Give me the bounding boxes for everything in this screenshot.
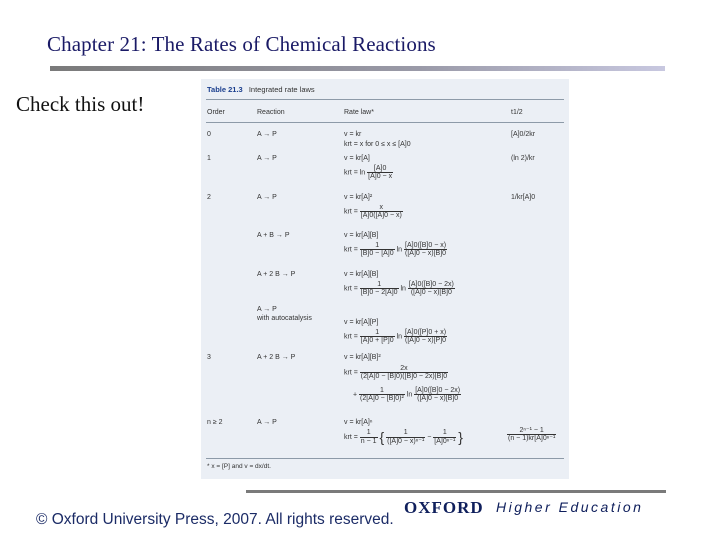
row-2-order: 2 — [207, 194, 211, 201]
row-1-half-life: (ln 2)/kr — [511, 155, 535, 162]
table-caption — [207, 85, 315, 94]
row-1-rate: v = kr[A] — [344, 155, 370, 162]
row-2-half-life: 1/kr[A]0 — [511, 194, 536, 201]
row-7-integrated: krt = $\frac{1}{n - 1}$ { $\frac{1}{\text{([A]0 − x)ⁿ⁻¹}}$ − $\frac{1}{\text{[A]0ⁿ⁻¹}}$ } — [344, 429, 463, 445]
row-6-reaction: A + 2 B → P — [257, 354, 296, 361]
row-0-integrated: krt = x for 0 ≤ x ≤ [A]0 — [344, 141, 411, 148]
table-footnote: * x = [P] and v = dx/dt. — [207, 463, 271, 470]
table-rule-bottom — [206, 458, 564, 459]
row-6-order: 3 — [207, 354, 211, 361]
header-half-life: t1/2 — [511, 109, 523, 116]
row-4-integrated: krt = $\frac{1}{[B]0 - 2[A]0}$ ln $\frac{[A]0([B]0 - 2x)}{([A]0 - x)[B]0}$ — [344, 281, 454, 297]
header-order: Order — [207, 109, 225, 116]
higher-education-logo: Higher Education — [496, 499, 644, 515]
table-rule-top — [206, 99, 564, 100]
header-rate-law: Rate law* — [344, 109, 374, 116]
row-5-reaction: A → P — [257, 306, 277, 313]
slide-title: Chapter 21: The Rates of Chemical Reactions — [47, 32, 436, 56]
row-1-reaction: A → P — [257, 155, 277, 162]
row-7-reaction: A → P — [257, 419, 277, 426]
row-2-reaction: A → P — [257, 194, 277, 201]
row-0-order: 0 — [207, 131, 211, 138]
footer-rule — [246, 490, 666, 493]
row-7-half-life: $\frac{\text{2ⁿ⁻¹ − 1}}{\text{(n − 1)kr[A]0ⁿ⁻¹}}$ — [508, 427, 556, 443]
row-0-reaction: A → P — [257, 131, 277, 138]
header-reaction: Reaction — [257, 109, 285, 116]
row-5-rate: v = kr[A][P] — [344, 319, 379, 326]
row-3-reaction: A + B → P — [257, 232, 290, 239]
row-4-rate: v = kr[A][B] — [344, 271, 379, 278]
side-note: Check this out! — [16, 92, 145, 116]
table-rule-header — [206, 122, 564, 123]
row-6-integrated-line2: + $\frac{1}{\text{(2[A]0 − [B]0)²}}$ ln $\frac{[A]0([B]0 - 2x)}{([A]0 - x)[B]0}$ — [353, 387, 461, 403]
row-7-order: n ≥ 2 — [207, 419, 223, 426]
table-caption-title: Integrated rate laws — [248, 85, 315, 94]
row-5-integrated: krt = $\frac{1}{[A]0 + [P]0}$ ln $\frac{[A]0([P]0 + x)}{([A]0 - x)[P]0}$ — [344, 329, 447, 345]
row-6-rate: v = kr[A][B]² — [344, 354, 381, 361]
row-0-rate: v = kr — [344, 131, 362, 138]
table-number: Table 21.3 — [207, 85, 243, 94]
row-2-integrated: krt = $\frac{x}{[A]0([A]0 - x)}$ — [344, 204, 402, 220]
row-7-rate: v = kr[A]ⁿ — [344, 419, 373, 426]
row-4-reaction: A + 2 B → P — [257, 271, 296, 278]
row-2-rate: v = kr[A]² — [344, 194, 373, 201]
row-6-integrated-line1: krt = $\frac{2x}{(2[A]0 - [B]0)([B]0 - 2x)[B]0}$ — [344, 365, 448, 381]
title-underline — [50, 66, 665, 71]
copyright-text: © Oxford University Press, 2007. All rights reserved. — [36, 511, 394, 528]
row-0-half-life: [A]0/2kr — [511, 131, 536, 138]
row-1-order: 1 — [207, 155, 211, 162]
oxford-logo: OXFORD — [404, 498, 484, 517]
row-5-reaction-note: with autocatalysis — [257, 315, 312, 322]
row-3-integrated: krt = $\frac{1}{[B]0 - [A]0}$ ln $\frac{[A]0([B]0 - x)}{([A]0 - x)[B]0}$ — [344, 242, 447, 258]
row-3-rate: v = kr[A][B] — [344, 232, 379, 239]
rate-laws-table — [201, 79, 569, 479]
row-1-integrated: krt = ln $\frac{[A]0}{[A]0 - x}$ — [344, 165, 393, 181]
